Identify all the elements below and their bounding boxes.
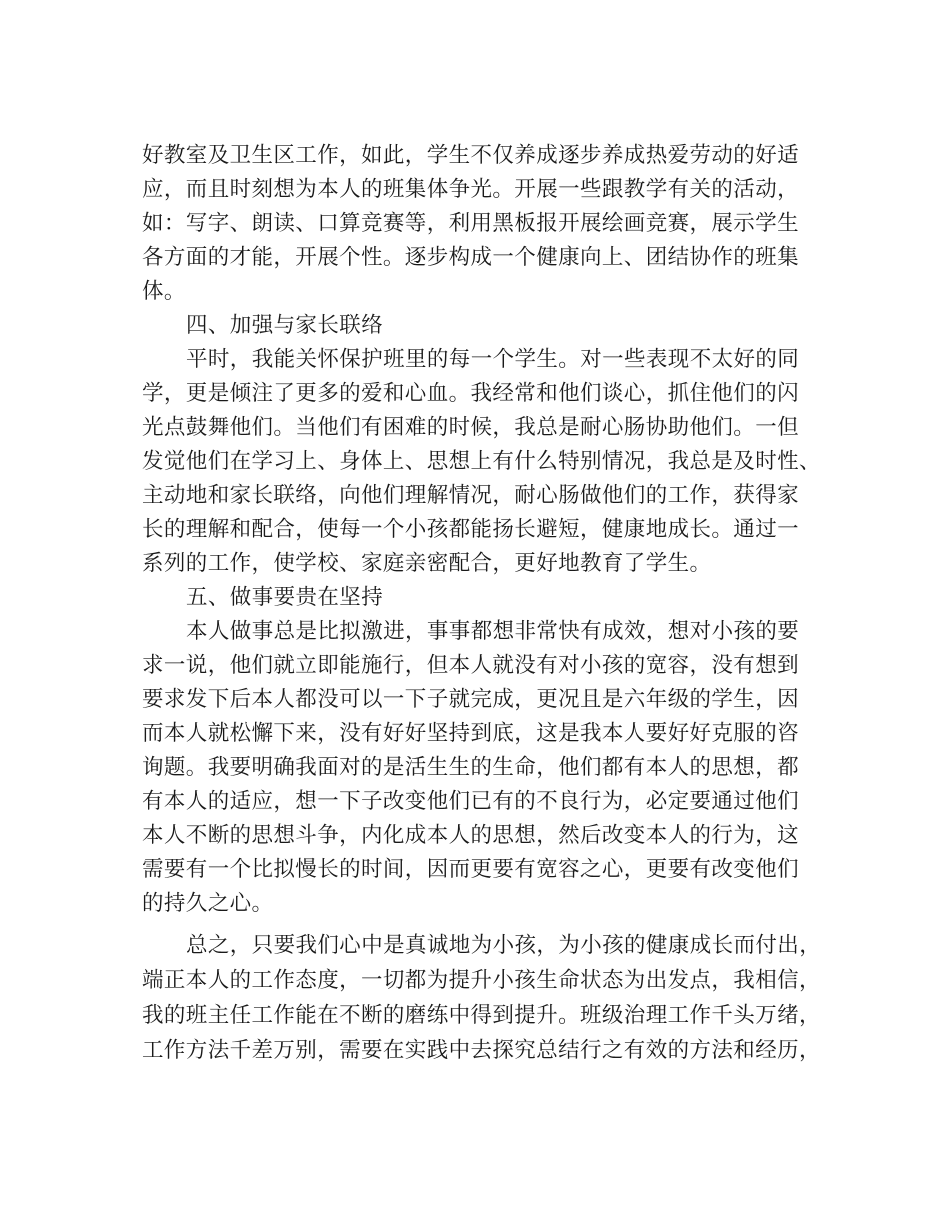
text-line: 求一说，他们就立即能施行，但本人就没有对小孩的宽容，没有想到 <box>142 653 800 678</box>
text-line: 端正本人的工作态度，一切都为提升小孩生命状态为出发点，我相信， <box>142 968 821 993</box>
text-line: 长的理解和配合，使每一个小孩都能扬长避短，健康地成长。通过一 <box>142 517 800 542</box>
text-line: 有本人的适应，想一下子改变他们已有的不良行为，必定要通过他们 <box>142 789 800 814</box>
text-line: 工作方法千差万别，需要在实践中去探究总结行之有效的方法和经历， <box>142 1038 821 1063</box>
text-line: 询题。我要明确我面对的是活生生的生命，他们都有本人的思想，都 <box>142 755 800 780</box>
text-line: 光点鼓舞他们。当他们有困难的时候，我总是耐心肠协助他们。一但 <box>142 415 800 440</box>
section-heading: 五、做事要贵在坚持 <box>186 585 384 610</box>
text-line: 平时，我能关怀保护班里的每一个学生。对一些表现不太好的同 <box>186 347 800 372</box>
text-line: 主动地和家长联络，向他们理解情况，耐心肠做他们的工作，获得家 <box>142 483 800 508</box>
text-line: 我的班主任工作能在不断的磨练中得到提升。班级治理工作千头万绪， <box>142 1003 821 1028</box>
text-line: 发觉他们在学习上、身体上、思想上有什么特别情况，我总是及时性、 <box>142 449 821 474</box>
text-line: 系列的工作，使学校、家庭亲密配合，更好地教育了学生。 <box>142 551 712 576</box>
section-heading: 四、加强与家长联络 <box>186 313 384 338</box>
text-line: 需要有一个比拟慢长的时间，因而更要有宽容之心，更要有改变他们 <box>142 857 800 882</box>
text-line: 好教室及卫生区工作，如此，学生不仅养成逐步养成热爱劳动的好适 <box>142 143 800 168</box>
text-line: 本人做事总是比拟激进，事事都想非常快有成效，想对小孩的要 <box>186 619 800 644</box>
text-line: 各方面的才能，开展个性。逐步构成一个健康向上、团结协作的班集 <box>142 245 800 270</box>
text-line: 学，更是倾注了更多的爱和心血。我经常和他们谈心，抓住他们的闪 <box>142 381 800 406</box>
text-line: 体。 <box>142 279 186 304</box>
text-line: 的持久之心。 <box>142 891 274 916</box>
text-line: 总之，只要我们心中是真诚地为小孩，为小孩的健康成长而付出， <box>186 933 822 958</box>
text-line: 应，而且时刻想为本人的班集体争光。开展一些跟教学有关的活动， <box>142 177 800 202</box>
text-line: 本人不断的思想斗争，内化成本人的思想，然后改变本人的行为，这 <box>142 823 800 848</box>
text-line: 要求发下后本人都没可以一下子就完成，更况且是六年级的学生，因 <box>142 687 800 712</box>
text-line: 如：写字、朗读、口算竞赛等，利用黑板报开展绘画竞赛，展示学生 <box>142 211 800 236</box>
text-line: 而本人就松懈下来，没有好好坚持到底，这是我本人要好好克服的咨 <box>142 721 800 746</box>
